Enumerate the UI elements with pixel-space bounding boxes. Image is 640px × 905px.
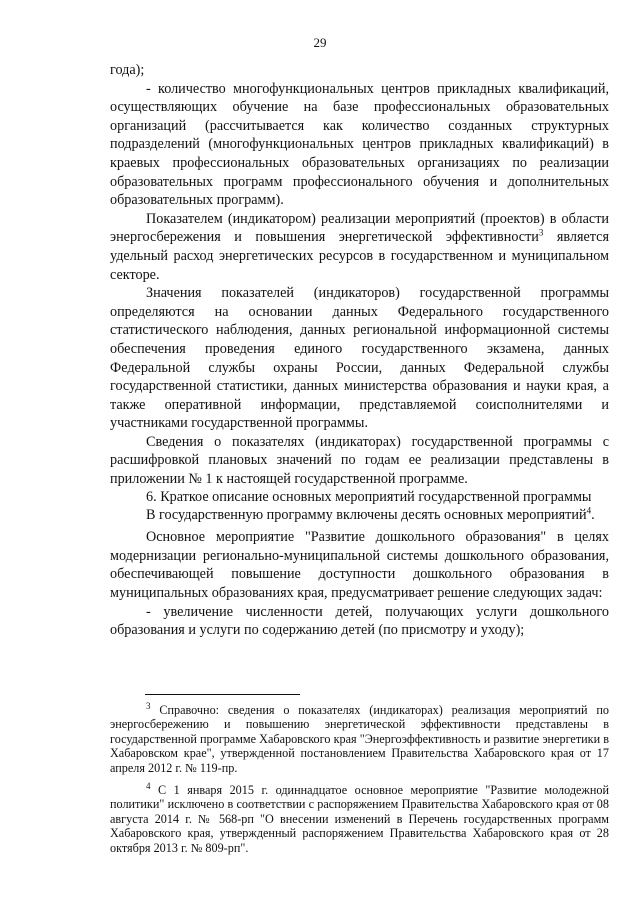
paragraph-preschool-activity: Основное мероприятие "Развитие дошкольного образования" в целях модернизации регионально-муниципальной системы дошкольного образования, обеспечивающей повышение доступности дошкольного образования в муниципальных образованиях края, предусматривает решение следующих задач: <box>110 529 609 602</box>
body-text <box>110 61 609 640</box>
footnote-4 <box>110 780 609 855</box>
footnotes <box>110 700 609 863</box>
paragraph-continuation: года); <box>110 62 145 78</box>
footnote-4-text: С 1 января 2015 г. одиннадцатое основное мероприятие "Развитие молодежной политики" исключено в соответствии с распоряжением Правительства Хабаровского края от 08 августа 2014 г. № 568-рп "О внесении изменений в Перечень государственных программ Хабаровского края, утвержденный распоряжением Правительства Хабаровского края от 28 октября 2013 г. № 809-рп". <box>110 783 609 855</box>
footnote-ref-3[interactable]: 3 <box>538 227 544 238</box>
footnote-3 <box>110 700 609 775</box>
footnote-mark-4: 4 <box>146 780 151 791</box>
paragraph-main-activities-end: . <box>591 506 595 523</box>
paragraph-mcpk-count: - количество многофункциональных центров прикладных квалификаций, осуществляющих обучение на базе профессиональных образовательных организаций (рассчитывается как количество созданных структурных подразделений (многофункциональных центров прикладных квалификаций) в краевых профессиональных образовательных организациях по реализации образовательных программ профессионального обучения и дополнительных образовательных программ). <box>110 80 609 209</box>
paragraph-preschool-task: - увеличение численности детей, получающих услуги дошкольного образования и услуги по содержанию детей (по присмотру и уходу); <box>110 603 609 639</box>
page-number: 29 <box>313 35 327 50</box>
paragraph-main-activities-text: В государственную программу включены десять основных мероприятий <box>146 506 587 523</box>
paragraph-indicator-appendix: Сведения о показателях (индикаторах) государственной программы с расшифровкой плановых значений по годам ее реализации представлены в приложении № 1 к настоящей государственной программе. <box>110 433 609 488</box>
footnote-mark-3: 3 <box>146 700 151 711</box>
footnote-ref-4[interactable]: 4 <box>586 504 592 515</box>
footnote-separator <box>145 694 300 695</box>
footnote-3-text: Справочно: сведения о показателях (индикаторах) реализация мероприятий по энергосбережению и повышению энергетической эффективности представлены в государственной программе Хабаровского края "Энергоэффективность и развитие энергетики в Хабаровском крае", утвержденной постановлением Правительства Хабаровского края от 17 апреля 2012 г. № 119-пр. <box>110 703 609 775</box>
paragraph-energy-indicator-text-a: Показателем (индикатором) реализации мероприятий (проектов) в области энергосбережения и повышения энергетической эффективности <box>110 210 609 246</box>
paragraph-energy-indicator <box>110 210 609 284</box>
paragraph-main-activities <box>110 506 609 525</box>
paragraph-indicator-sources: Значения показателей (индикаторов) государственной программы определяются на основании данных Федерального государственного статистического наблюдения, данных региональной информационной системы обеспечения проведения единого государственного экзамена, данных Федеральной службы охраны России, данных Федеральной службы государственной статистики, данных министерства образования и науки края, а также оперативной информации, представляемой соисполнителями и участниками государственной программы. <box>110 285 609 432</box>
paragraph-energy-indicator-text-b: является удельный расход энергетических ресурсов в государственном и муниципальном секторе. <box>110 229 609 283</box>
section-heading: 6. Краткое описание основных мероприятий государственной программы <box>146 488 592 505</box>
